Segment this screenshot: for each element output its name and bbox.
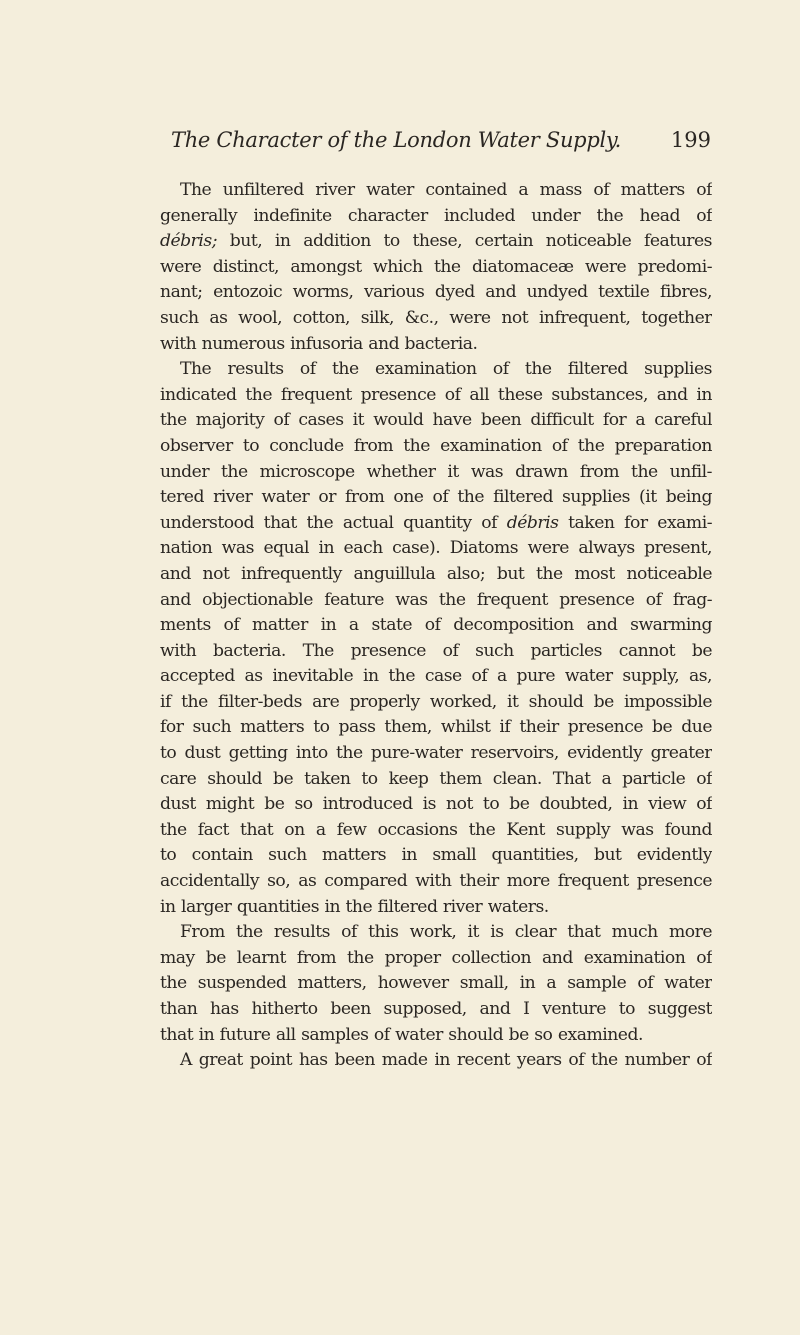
text-segment: taken for exami- xyxy=(558,512,712,533)
text-line: the suspended matters, however small, in a sample of water xyxy=(160,973,712,994)
text-line: under the microscope whether it was drawn from the unfil- xyxy=(160,461,712,482)
text-segment: but, in addition to these, certain noticeable features xyxy=(217,231,712,252)
text-line: ments of matter in a state of decomposition and swarming xyxy=(160,615,712,636)
text-line: and objectionable feature was the frequent presence of frag- xyxy=(160,589,712,610)
running-header xyxy=(171,128,711,162)
text-line: for such matters to pass them, whilst if their presence be due xyxy=(160,717,712,738)
text-line: with numerous infusoria and bacteria. xyxy=(160,333,478,354)
text-line: accepted as inevitable in the case of a pure water supply, as, xyxy=(160,666,712,687)
text-line xyxy=(160,511,712,537)
italic-text: débris; xyxy=(160,231,218,252)
text-line: generally indefinite character included under the head of xyxy=(160,205,712,226)
text-line: dust might be so introduced is not to be doubted, in view of xyxy=(160,794,712,815)
text-line: care should be taken to keep them clean. That a particle of xyxy=(160,768,712,789)
text-line: to dust getting into the pure-water reservoirs, evidently greater xyxy=(160,743,712,764)
text-line: observer to conclude from the examination of the preparation xyxy=(160,435,712,456)
text-line: indicated the frequent presence of all these substances, and in xyxy=(160,384,712,405)
page-number: 199 xyxy=(670,128,711,152)
text-line: the fact that on a few occasions the Kent supply was found xyxy=(160,819,712,840)
running-title: The Character of the London Water Supply. xyxy=(171,128,622,152)
text-line: A great point has been made in recent years of the number of xyxy=(180,1050,712,1071)
italic-text: débris xyxy=(506,512,559,533)
text-line: nant; entozoic worms, various dyed and undyed textile fibres, xyxy=(160,282,712,303)
text-line: if the filter-beds are properly worked, it should be impossible xyxy=(160,691,712,712)
text-line: with bacteria. The presence of such particles cannot be xyxy=(160,640,712,661)
text-line: to contain such matters in small quantities, but evidently xyxy=(160,845,712,866)
text-line: such as wool, cotton, silk, &c., were not infrequent, together xyxy=(160,307,712,328)
text-line: accidentally so, as compared with their more frequent presence xyxy=(160,871,712,892)
text-line: tered river water or from one of the filtered supplies (it being xyxy=(160,487,712,508)
text-line: than has hitherto been supposed, and I venture to suggest xyxy=(160,999,712,1019)
text-line: From the results of this work, it is clear that much more xyxy=(180,922,712,943)
body-text xyxy=(160,178,712,1074)
text-line: that in future all samples of water should be so examined. xyxy=(160,1024,643,1045)
text-line: and not infrequently anguillula also; but the most noticeable xyxy=(160,563,712,584)
text-line: may be learnt from the proper collection and examination of xyxy=(160,947,712,968)
text-line: The unfiltered river water contained a mass of matters of xyxy=(180,180,712,200)
text-line xyxy=(160,229,712,255)
text-line: in larger quantities in the filtered river waters. xyxy=(160,896,549,917)
text-line: the majority of cases it would have been difficult for a careful xyxy=(160,410,712,431)
text-line: nation was equal in each case). Diatoms were always present, xyxy=(160,538,712,559)
text-segment: understood that the actual quantity of xyxy=(160,512,507,533)
text-line: were distinct, amongst which the diatomaceæ were predomi- xyxy=(160,256,712,277)
text-line: The results of the examination of the filtered supplies xyxy=(180,359,712,380)
